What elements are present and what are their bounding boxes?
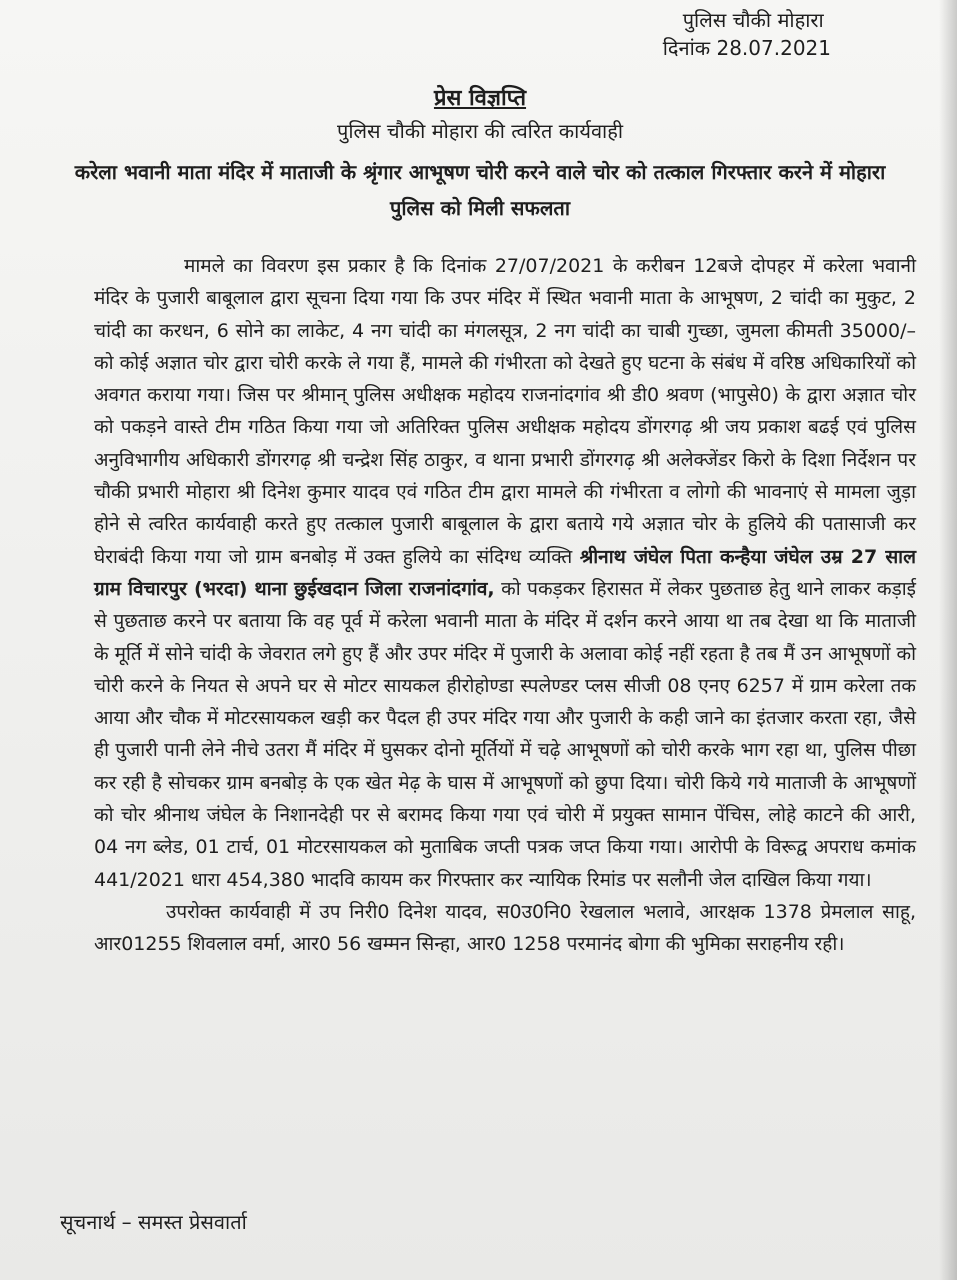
body-text: [94, 250, 916, 961]
office-name: पुलिस चौकी मोहारा: [682, 8, 824, 32]
body-paragraph-1: [94, 250, 916, 896]
paragraph-1-text-start: मामले का विवरण इस प्रकार है कि दिनांक 27/07/2021 के करीबन 12बजे दोपहर में करेला भवानी मंदिर के पुजारी बाबूलाल द्वारा सूचना दिया गया कि उपर मंदिर में स्थित भवानी माता के आभूषण, 2 चांदी का मुकुट, 2 चांदी का करधन, 6 सोने का लाकेट, 4 नग चांदी का मंगलसूत्र, 2 नग चांदी का चाबी गुच्छा, जुमला कीमती 35000/– को कोई अज्ञात चोर द्वारा चोरी करके ले गया हैं, मामले की गंभीरता को देखते हुए घटना के संबंध में वरिष्ठ अधिकारियों को अवगत कराया गया। जिस पर श्रीमान् पुलिस अधीक्षक महोदय राजनांदगांव श्री डी0 श्रवण (भापुसे0) के द्वारा अज्ञात चोर को पकड़ने वास्ते टीम गठित किया गया जो अतिरिक्त पुलिस अधीक्षक महोदय डोंगरगढ़ श्री जय प्रकाश बढई एवं पुलिस अनुविभागीय अधिकारी डोंगरगढ़ श्री चन्द्रेश सिंह ठाकुर, व थाना प्रभारी डोंगरगढ़ श्री अलेक्जेंडर किरो के दिशा निर्देशन पर चौकी प्रभारी मोहारा श्री दिनेश कुमार यादव एवं गठित टीम द्वारा मामले की गंभीरता व लोगो की भावनाएं से मामला जुड़ा होने से त्वरित कार्यवाही करते हुए तत्काल पुजारी बाबूलाल के द्वारा बताये गये अज्ञात चोर के हुलिये की पतासाजी कर घेराबंदी किया गया जो ग्राम बनबोड़ में उक्त हुलिये का संदिग्ध व्यक्ति: [94, 255, 917, 568]
press-release-headline: करेला भवानी माता मंदिर में माताजी के श्रृंगार आभूषण चोरी करने वाले चोर को तत्काल गिरफ्तार करने में मोहारा पुलिस को मिली सफलता: [74, 160, 886, 220]
body-paragraph-2: उपरोक्त कार्यवाही में उप निरी0 दिनेश यादव, स0उ0नि0 रेखलाल भलावे, आरक्षक 1378 प्रेमलाल साहू, आर01255 शिवलाल वर्मा, आर0 56 खम्मन सिन्हा, आर0 1258 परमानंद बोगा की भुमिका सराहनीय रही।: [94, 900, 916, 956]
page-edge-shadow: [939, 0, 957, 1280]
press-release-subtitle: पुलिस चौकी मोहारा की त्वरित कार्यवाही: [336, 119, 624, 143]
title-block: [40, 84, 920, 226]
paragraph-1-text-end: को पकड़कर हिरासत में लेकर पुछताछ हेतु थाने लाकर कड़ाई से पुछताछ करने पर बताया कि वह पूर्व में करेला भवानी माता के मंदिर में दर्शन करने आया था तब देखा था कि माताजी के मूर्ति में सोने चांदी के जेवरात लगे हुए हैं और उपर मंदिर में पुजारी के अलावा कोई नहीं रहता है तब मैं उन आभूषणों को चोरी करने के नियत से अपने घर से मोटर सायकल हीरोहोण्डा स्पलेण्डर प्लस सीजी 08 एनए 6257 में ग्राम करेला तक आया और चौक में मोटरसायकल खड़ी कर पैदल ही उपर मंदिर गया और पुजारी के कही जाने का इंतजार करता रहा, जैसे ही पुजारी पानी लेने नीचे उतरा मैं मंदिर में घुसकर दोनो मूर्तियों में चढ़े आभूषणों को चोरी करके भाग रहा था, पुलिस पीछा कर रही है सोचकर ग्राम बनबोड़ के एक खेत मेढ़ के घास में आभूषणों को छुपा दिया। चोरी किये गये माताजी के आभूषणों को चोर श्रीनाथ जंघेल के निशानदेही पर से बरामद किया गया एवं चोरी में प्रयुक्त सामान पेंचिस, लोहे काटने की आरी, 04 नग ब्लेड, 01 टार्च, 01 मोटरसायकल को मुताबिक जप्ती पत्रक जप्त किया गया। आरोपी के विरूद्व अपराध कमांक 441/2021 धारा 454,380 भादवि कायम कर गिरफ्तार कर न्यायिक रिमांड पर सलौनी जेल दाखिल किया गया।: [94, 577, 917, 891]
distribution-note: सूचनार्थ – समस्त प्रेसवार्ता: [60, 1210, 247, 1234]
header-block: [663, 6, 831, 62]
accused-details: श्रीनाथ जंघेल पिता कन्हैया जंघेल उम्र 27 साल ग्राम विचारपुर (भरदा) थाना छुईखदान जिला राजनांदगांव,: [94, 545, 916, 600]
release-date: दिनांक 28.07.2021: [662, 36, 831, 60]
press-release-title: प्रेस विज्ञप्ति: [433, 86, 527, 111]
